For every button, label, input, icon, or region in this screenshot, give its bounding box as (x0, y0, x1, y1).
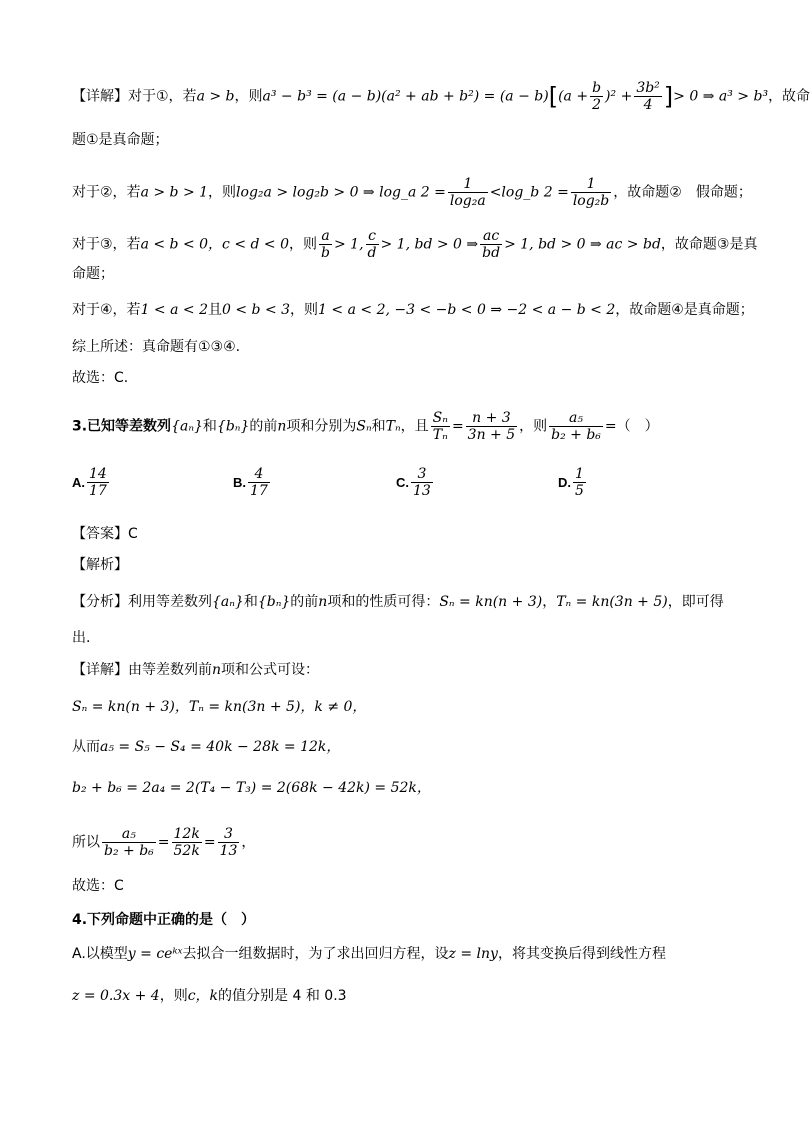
text: ，则 (519, 418, 548, 435)
fraction: $\frac{ac}{bd}$ (482, 228, 501, 261)
math: {bₙ} (216, 418, 250, 435)
detail-heading: 【详解】对于①，若 (72, 88, 197, 105)
text: 的值分别是 4 和 0.3 (218, 988, 347, 1004)
text: = (451, 418, 464, 435)
text: ，故命题④是真命题； (615, 302, 754, 318)
text: 和 (371, 418, 386, 435)
math: Sₙ (356, 418, 372, 435)
math: a > b (196, 88, 235, 105)
math: 0 < b < 3 (222, 302, 291, 318)
math: z = lny (448, 946, 498, 962)
math: {aₙ} (212, 594, 244, 610)
math: 1 < a < 2 (140, 302, 208, 318)
q3-analysis-line-2: 出. (72, 630, 91, 646)
fraction: $\frac{12k}{52k}$ (173, 826, 200, 859)
text: 【分析】利用等差数列 (72, 594, 212, 610)
math: a < b < 0，c < d < 0 (140, 236, 290, 253)
q3-analysis-heading: 【解析】 (72, 557, 128, 573)
math: a > b > 1 (140, 184, 209, 201)
math: )² + (605, 88, 633, 105)
math: Sₙ = kn(n + 3) (439, 594, 543, 610)
fraction: $\frac{b}{2}$ (592, 80, 602, 113)
text: =（ ） (604, 418, 659, 435)
text: 项和分别为 (286, 418, 357, 435)
q3-answer: 【答案】C (72, 526, 138, 542)
text: ，且 (400, 418, 429, 435)
q3-detail-line-1 (72, 660, 319, 680)
text: 去拟合一组数据时，为了求出回归方程，设 (182, 946, 449, 962)
bracket: ] (663, 82, 674, 111)
text: ，故命题③是真 (660, 236, 758, 253)
math: a³ − b³ = (a − b)(a² + ab + b²) = (a − b) (262, 88, 549, 105)
text: 对于②，若 (72, 184, 141, 201)
text: ，则 (208, 184, 237, 201)
q4-option-a[interactable] (72, 944, 666, 964)
math: 1 < a < 2, −3 < −b < 0 ⇒ −2 < a − b < 2 (318, 302, 616, 318)
question-number: 3.已知等差数列 (72, 418, 172, 435)
math: > 0 ⇒ a³ > b³ (673, 88, 769, 105)
q2-detail-line-1 (72, 80, 810, 113)
text: ，则 (234, 88, 263, 105)
q3-choose: 故选：C (72, 878, 124, 894)
math: {aₙ} (171, 418, 203, 435)
q2-detail-line-6 (72, 300, 754, 320)
text: 对于③，若 (72, 236, 141, 253)
option-a[interactable]: A. $\frac{14}{17}$ (72, 466, 107, 499)
text: 对于④，若 (72, 302, 141, 318)
fraction: $\frac{\text{Sₙ}}{\text{Tₙ}}$ (432, 410, 448, 443)
q3-detail-line-5: 所以 $\frac{\text{a₅}}{\text{b₂ + b₆}}$ = $\frac{12k}{52k}$ = $\frac{3}{13}$ ， (72, 826, 256, 859)
text: 项和的性质可得： (327, 594, 440, 610)
q3-analysis: 【分析】利用等差数列{aₙ}和{bₙ}的前n项和的性质可得：Sₙ = kn(n + 3)，Tₙ = kn(3n + 5)，即可得 (72, 594, 724, 610)
fraction: $\frac{1}{\text{log₂b}}$ (572, 176, 610, 209)
math: n (277, 418, 287, 435)
text: 从而 (72, 739, 100, 755)
text: 的前 (249, 418, 278, 435)
q2-choose: 故选：C. (72, 370, 129, 386)
text: ， (241, 834, 256, 851)
math: <log_b 2 = (489, 184, 569, 201)
text: 和 (243, 594, 258, 610)
math: > 1, bd > 0 ⇒ (380, 236, 479, 253)
math: > 1, (333, 236, 364, 253)
fraction: $\frac{\text{a₅}}{\text{b₂ + b₆}}$ (104, 826, 154, 859)
q3-detail-line-3 (72, 737, 340, 757)
bracket: [ (548, 82, 559, 111)
q2-detail-line-5: 命题； (72, 266, 114, 282)
text: ，则 (159, 988, 188, 1004)
text: ，则 (290, 302, 319, 318)
text: ，故命 (768, 88, 810, 105)
text: 的前 (290, 594, 319, 610)
option-c[interactable]: C. $\frac{3}{13}$ (396, 466, 431, 499)
math: y = ceᵏˣ (127, 946, 183, 962)
fraction: $\frac{c}{d}$ (367, 228, 377, 261)
math: log₂a > log₂b > 0 ⇒ log_a 2 = (236, 184, 446, 201)
math: Tₙ (385, 418, 401, 435)
q3-detail-line-4: b₂ + b₆ = 2a₄ = 2(T₄ − T₃) = 2(68k − 42k) = 52k， (72, 780, 431, 796)
math: (a + (558, 88, 589, 105)
text: 【详解】由等差数列前 (72, 662, 212, 678)
q4-option-a-line-2 (72, 986, 347, 1006)
q2-detail-line-3 (72, 176, 752, 209)
text: 和 (202, 418, 217, 435)
math: Tₙ = kn(3n + 5) (556, 594, 668, 610)
math: a₅ = S₅ − S₄ = 40k − 28k = 12k， (100, 739, 341, 755)
math: > 1, bd > 0 ⇒ ac > bd (504, 236, 661, 253)
q3-stem (72, 410, 659, 443)
q2-detail-line-2: 题①是真命题； (72, 132, 169, 148)
math: n (212, 662, 222, 678)
fraction: $\frac{1}{\text{log₂a}}$ (449, 176, 486, 209)
math: z = 0.3x + 4 (72, 988, 160, 1004)
math: n (318, 594, 328, 610)
text: ，将其变换后得到线性方程 (497, 946, 666, 962)
fraction: $\frac{a}{b}$ (321, 228, 330, 261)
q2-detail-summary: 综上所述：真命题有①③④. (72, 339, 241, 355)
text: 且 (208, 302, 222, 318)
option-d[interactable]: D. $\frac{1}{5}$ (558, 466, 584, 499)
text: ，故命题② 假命题； (613, 184, 752, 201)
text: 项和公式可设： (221, 662, 320, 678)
option-b[interactable]: B. $\frac{4}{17}$ (233, 466, 268, 499)
q2-detail-line-4 (72, 228, 757, 261)
text: A.以模型 (72, 946, 128, 962)
fraction: $\frac{\text{a₅}}{\text{b₂ + b₆}}$ (551, 410, 601, 443)
q3-detail-line-2: Sₙ = kn(n + 3)，Tₙ = kn(3n + 5)，k ≠ 0， (72, 699, 367, 715)
q4-stem: 4.下列命题中正确的是（ ） (72, 912, 256, 928)
math: {bₙ} (257, 594, 291, 610)
fraction: $\frac{n + 3}{3n + 5}$ (467, 410, 516, 443)
fraction: $\frac{\text{3b²}}{4}$ (636, 80, 660, 113)
math: c，k (187, 988, 219, 1004)
text: ，则 (289, 236, 318, 253)
text: 所以 (72, 834, 100, 851)
text: ，即可得 (667, 594, 724, 610)
fraction: $\frac{3}{13}$ (219, 826, 238, 859)
